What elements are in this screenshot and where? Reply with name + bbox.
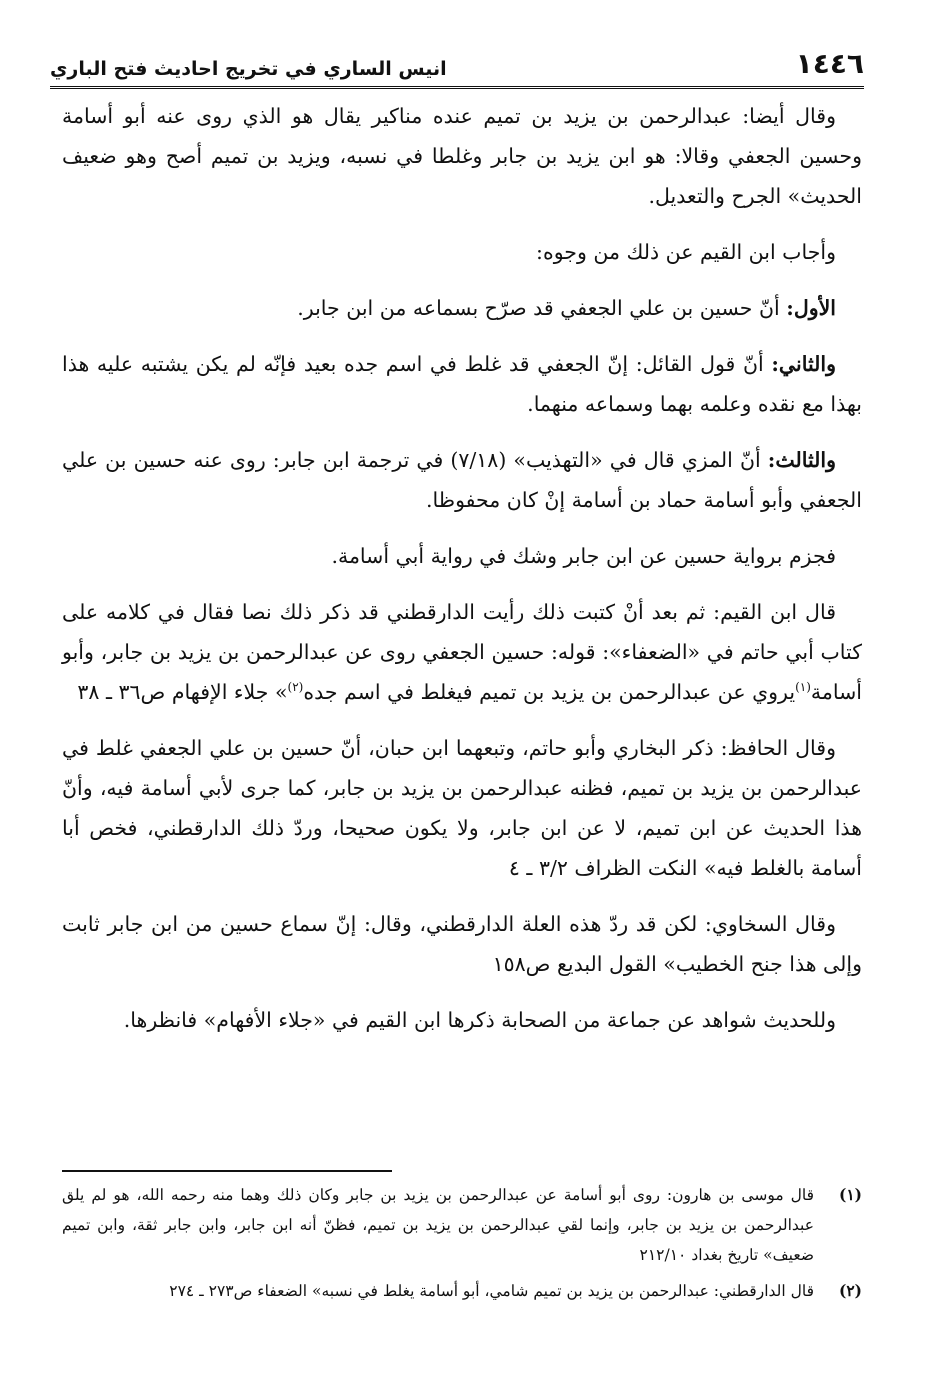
page-number: ١٤٤٦ (795, 47, 864, 80)
paragraph-text: وقال أيضا: عبدالرحمن بن يزيد بن تميم عنده مناكير يقال هو الذي روى عنه أبو أسامة وحسين الجعفي وقالا: هو ابن يزيد بن جابر وغلطا في نسبه، ويزيد بن تميم أصح وهو ضعيف الحديث» الجرح والتعديل. (62, 104, 862, 208)
paragraph-text: وقال السخاوي: لكن قد ردّ هذه العلة الدارقطني، وقال: إنّ سماع حسين من ابن جابر ثابت وإلى هذا جنح الخطيب» القول البديع ص١٥٨ (62, 912, 862, 976)
paragraph-text: وقال الحافظ: ذكر البخاري وأبو حاتم، وتبعهما ابن حبان، أنّ حسين بن علي الجعفي غلط في عبدالرحمن بن يزيد بن تميم، فظنه عبدالرحمن بن يزيد بن جابر، كما جرى لأبي أسامة فيه، وأنّ هذا الحديث عن ابن تميم، لا عن ابن جابر، ولا يكون صحيحا، وردّ ذلك الدارقطني، فخص أبا أسامة بالغلط فيه» النكت الظراف ٣/٢ ـ ٤ (62, 736, 862, 880)
paragraph (62, 1000, 862, 1040)
footnote-2 (62, 1276, 862, 1306)
paragraph-lead: والثالث: (767, 448, 836, 472)
paragraph (62, 904, 862, 984)
footnote-divider (62, 1170, 392, 1172)
paragraph (62, 96, 862, 216)
paragraph-lead: والثاني: (771, 352, 836, 376)
page-header (50, 36, 864, 89)
footnote-text: قال الدارقطني: عبدالرحمن بن يزيد بن تميم شامي، أبو أسامة يغلط في نسبه» الضعفاء ص٢٧٣ ـ ٢٧٤ (169, 1282, 814, 1300)
footnote-ref-1[interactable]: (١) (795, 680, 811, 695)
paragraph-text: يروي عن عبدالرحمن بن يزيد بن تميم فيغلط في اسم جده (303, 680, 796, 704)
paragraph-ibn-qayyim (62, 592, 862, 712)
running-title: انيس الساري في تخريج احاديث فتح الباري (50, 58, 447, 80)
footnote-number: (٢) (838, 1281, 862, 1300)
footnote-ref-2[interactable]: (٢) (287, 680, 304, 695)
paragraph (62, 728, 862, 888)
paragraph-citation: » جلاء الإفهام ص٣٦ ـ ٣٨ (77, 680, 288, 704)
paragraph-lead: الأول: (786, 296, 836, 320)
paragraph (62, 536, 862, 576)
paragraph-text: قال ابن القيم: ثم بعد أنْ كتبت ذلك رأيت الدارقطني قد ذكر ذلك نصا فقال في كلامه على كتاب أبي حاتم في «الضعفاء»: قوله: حسين الجعفي روى عن عبدالرحمن بن يزيد بن جابر، وأبو أسامة (62, 600, 862, 704)
footnote-text: قال موسى بن هارون: روى أبو أسامة عن عبدالرحمن بن يزيد بن جابر وكان ذلك وهما منه رحمه الله، هو لم يلق عبدالرحمن بن يزيد بن جابر، وإنما لقي عبدالرحمن بن يزيد بن تميم، فظنّ أنه ابن جابر، وابن جابر ثقة، وابن تميم ضعيف» تاريخ بغداد ٢١٢/١٠ (62, 1186, 814, 1264)
footnote-number: (١) (838, 1185, 862, 1204)
paragraph-text: أنّ قول القائل: إنّ الجعفي قد غلط في اسم جده بعيد فإنّه لم يكن يشتبه عليه هذا بهذا مع نقده وعلمه بهما وسماعه منهما. (62, 352, 862, 416)
paragraph-text: وأجاب ابن القيم عن ذلك من وجوه: (536, 240, 836, 264)
paragraph (62, 232, 862, 272)
paragraph-text: وللحديث شواهد عن جماعة من الصحابة ذكرها ابن القيم في «جلاء الأفهام» فانظرها. (123, 1008, 836, 1032)
main-text (62, 96, 862, 1056)
paragraph-text: فجزم برواية حسين عن ابن جابر وشك في رواية أبي أسامة. (331, 544, 836, 568)
paragraph (62, 344, 862, 424)
paragraph (62, 288, 862, 328)
footnotes-section (62, 1170, 862, 1312)
footnote-1 (62, 1180, 862, 1270)
paragraph-text: أنّ حسين بن علي الجعفي قد صرّح بسماعه من ابن جابر. (297, 296, 787, 320)
paragraph (62, 440, 862, 520)
paragraph-text: أنّ المزي قال في «التهذيب» (٧/١٨) في ترجمة ابن جابر: روى عنه حسين بن علي الجعفي وأبو أسامة حماد بن أسامة إنْ كان محفوظا. (62, 448, 862, 512)
